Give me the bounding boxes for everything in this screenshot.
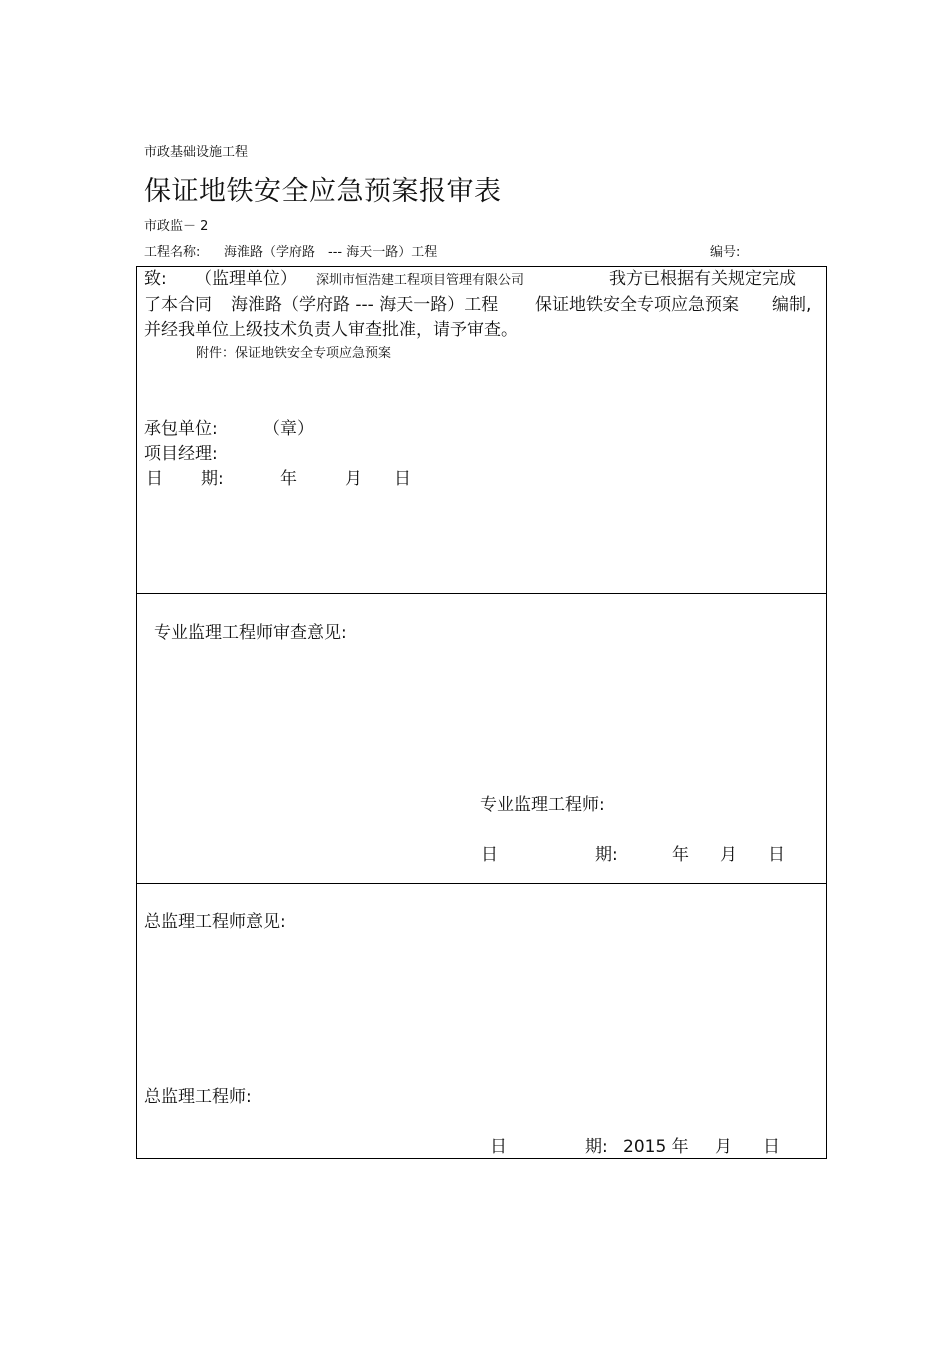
form-table <box>136 266 827 1159</box>
specialist-signer-label: 专业监理工程师: <box>480 795 605 815</box>
supervisor-unit-name: 深圳市恒浩建工程项目管理有限公司 <box>316 273 525 288</box>
specialist-opinion-label: 专业监理工程师审查意见: <box>154 623 347 643</box>
date-year: 年 <box>280 469 297 489</box>
statement-line2-start: 了本合同 <box>144 295 212 315</box>
seal-placeholder: （章） <box>263 419 314 439</box>
form-code: 市政监－ 2 <box>144 219 209 234</box>
chief-date-ri: 日 <box>490 1137 507 1157</box>
chief-opinion-label: 总监理工程师意见: <box>144 912 286 932</box>
date-label-ri: 日 <box>146 469 163 489</box>
specialist-date-day: 日 <box>768 845 785 865</box>
section-divider-2 <box>136 883 827 884</box>
supervisor-unit-label: （监理单位） <box>195 269 297 289</box>
statement-line3: 并经我单位上级技术负责人审查批准，请予审查。 <box>144 320 518 340</box>
date-day: 日 <box>394 469 411 489</box>
section-divider-1 <box>136 593 827 594</box>
chief-date-year: 2015 年 <box>623 1137 689 1157</box>
category-label: 市政基础设施工程 <box>144 145 249 160</box>
chief-date-month: 月 <box>715 1137 732 1157</box>
specialist-date-year: 年 <box>672 845 689 865</box>
date-month: 月 <box>345 469 362 489</box>
contractor-label: 承包单位: <box>144 419 218 439</box>
project-name: 海淮路（学府路 --- 海天一路）工程 <box>224 245 438 260</box>
attachment-note: 附件：保证地铁安全专项应急预案 <box>196 346 392 361</box>
to-label: 致: <box>144 269 167 289</box>
statement-plan-name: 保证地铁安全专项应急预案 <box>535 295 739 315</box>
specialist-date-ri: 日 <box>481 845 498 865</box>
chief-signer-label: 总监理工程师: <box>144 1087 252 1107</box>
number-label: 编号: <box>710 245 741 260</box>
page-title: 保证地铁安全应急预案报审表 <box>144 176 502 207</box>
statement-line1-tail: 我方已根据有关规定完成 <box>609 269 796 289</box>
statement-line2-tail: 编制, <box>772 295 812 315</box>
statement-project-name: 海淮路（学府路 --- 海天一路）工程 <box>231 295 499 315</box>
chief-date-day: 日 <box>763 1137 780 1157</box>
specialist-date-qi: 期: <box>595 845 618 865</box>
project-manager-label: 项目经理: <box>144 444 218 464</box>
specialist-date-month: 月 <box>720 845 737 865</box>
project-label: 工程名称: <box>144 245 201 260</box>
date-label-qi: 期: <box>201 469 224 489</box>
chief-date-qi: 期: <box>585 1137 608 1157</box>
